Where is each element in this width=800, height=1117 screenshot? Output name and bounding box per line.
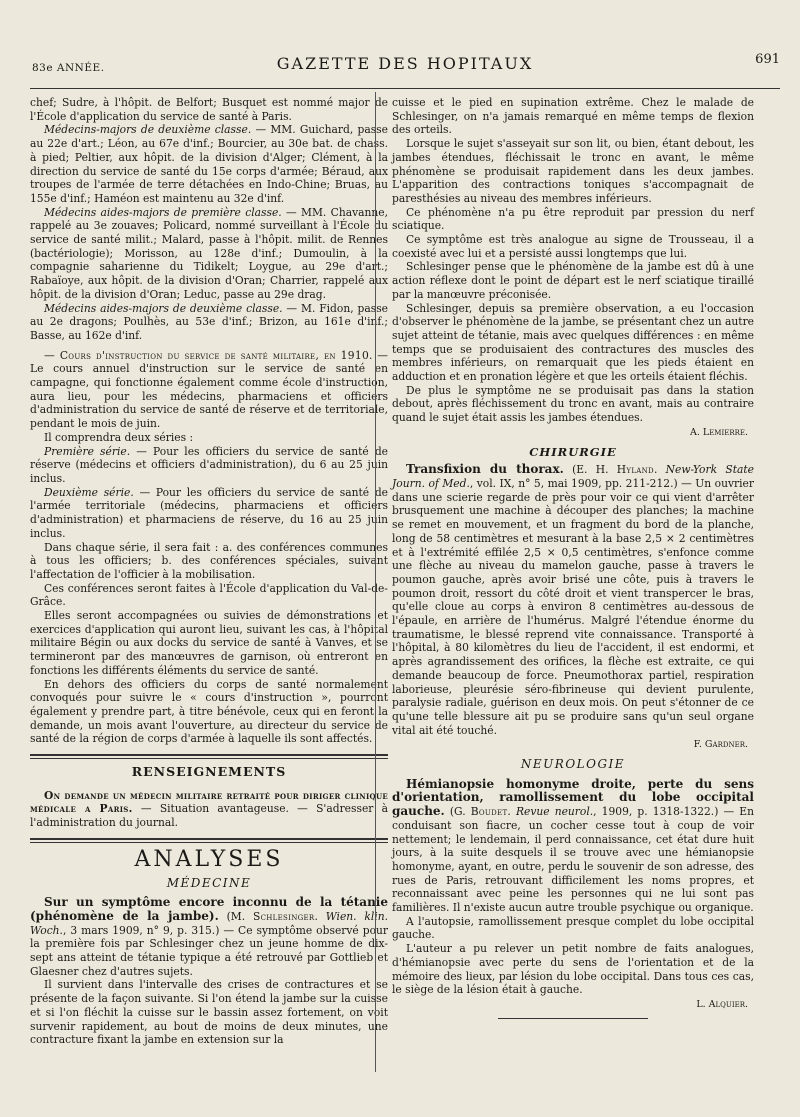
paragraph-lead: Médecins aides-majors de deuxième classe. — [44, 301, 283, 315]
article-paragraph — [392, 463, 754, 737]
article-ref: (G. — [444, 805, 471, 819]
paragraph: Ces conférences seront faites à l'École d'application du Val-de-Grâce. — [30, 581, 388, 609]
paragraph — [30, 123, 388, 205]
article-paragraph — [392, 778, 754, 915]
paragraph: Dans chaque série, il sera fait : a. des conférences communes à tous les officiers; b. des conférences spéciales, suivant l'affectation de l'officier à la mobilisation. — [30, 540, 388, 581]
right-column — [392, 96, 754, 1019]
article-title: Transfixion du thorax. — [406, 462, 564, 477]
section-separator — [30, 838, 388, 843]
paragraph-text: — MM. Chavanne, rappelé au 3e zouaves; Policard, nommé surveillant à l'École du service de santé milit.; Malard, passe à l'hôpit. milit. de Rennes (bactériologie); Morisson, au 128e d'inf.; Dumoulin, à la compagnie saharienne du Tidikelt; Loygue, au 29e d'art.; Rabaïoye, aux hôpit. de la division d'Oran; Charrier, rappelé aux hôpit. de la division d'Oran; Leduc, passe au 29e drag. — [30, 205, 389, 301]
paragraph-lead: Médecins-majors de deuxième classe. — [44, 123, 252, 137]
paragraph — [30, 302, 388, 343]
article-ref: . — [507, 805, 516, 819]
article-text: , vol. IX, n° 5, mai 1909, pp. 211-212.) — Un ouvrier dans une scierie regarde de près pour voir ce qui vient d'arrêter brusquement une machine à découper des planches; la machine se remet en mouvement, et un fragment du bord de la planche, long de 58 centimètres et mesurant à la base 2,5 × 2 centimètres et à l'extrémité effilée 2,5 × 0,5 centimètres, s'enfonce comme une flèche au niveau du mamelon gauche, passe à travers le poumon gauche, après avoir brisé une côte, puis à travers le poumon droit, ressort du côté droit et vient transpercer le bras, qu'elle cloue au corps à environ 8 centimètres au-dessous de l'épaule, en arrière de l'humérus. Malgré l'étendue énorme du traumatisme, le blessé reprend vite connaissance. Transporté à l'hôpital, à 80 kilomètres du lieu de l'accident, il est endormi, et après agrandissement des orifices, la flèche est extraite, ce qui demande beaucoup de force. Pneumothorax partiel, respiration laborieuse, pleurésie séro-fibrineuse qui devient purulente, paralysie radiale, guérison en deux mois. On peut s'étonner de ce qu'une telle blessure ait pu se produire sans qu'un seul organe vital ait été touché. — [392, 476, 754, 737]
paragraph — [30, 206, 388, 302]
paragraph: chef; Sudre, à l'hôpit. de Belfort; Busquet est nommé major de l'École d'application du service de santé à Paris. — [30, 96, 388, 123]
article-ref: (M. — [218, 909, 253, 923]
article-author: Hyland — [616, 463, 654, 477]
author-signature: A. Lemierre. — [689, 426, 748, 438]
issue-label: 83e ANNÉE. — [32, 62, 105, 74]
paragraph: Ce phénomène n'a pu être reproduit par pression du nerf sciatique. — [392, 205, 754, 233]
end-rule — [498, 1018, 648, 1019]
section-separator — [30, 754, 388, 759]
paragraph: A l'autopsie, ramollissement presque complet du lobe occipital gauche. — [392, 914, 754, 942]
paragraph-text: — M. Fidon, passe au 2e dragons; Poulhès, au 53e d'inf.; Brizon, au 161e d'inf.; Basse, au 162e d'inf. — [30, 301, 388, 342]
article-title: Sur un symptôme encore inconnu de la tétanie (phénomène de la jambe). — [30, 895, 388, 923]
page-header — [30, 52, 780, 80]
paragraph — [30, 445, 388, 486]
paragraph: De plus le symptôme ne se produisait pas dans la station debout, après fléchissement du tronc en avant, mais au contraire quand le sujet était assis les jambes étendues. — [392, 383, 754, 425]
paragraph-text: — MM. Guichard, passe au 22e d'art.; Léon, au 67e d'inf.; Bourcier, au 30e bat. de chass. à pied; Peltier, aux hôpit. de la division d'Alger; Clément, à la direction du service de santé du 15e corps d'armée; Béraud, aux troupes de l'armée de terre détachées en Indo-Chine; Bruas, au 155e d'inf.; Haméon est maintenu au 32e d'inf. — [30, 123, 388, 205]
medecine-title: MÉDECINE — [166, 875, 252, 890]
article-author: Boudet — [470, 805, 508, 819]
paragraph: En dehors des officiers du corps de santé normalement convoqués pour suivre le « cours d'instruction », pourront également y prendre part, à titre bénévole, ceux qui en feront la demande, un mois avant l'ouverture, au directeur du service de santé de la région de corps d'armée à laquelle ils sont affectés. — [30, 677, 388, 746]
paragraph-text: — Pour les officiers du service de santé de l'armée territoriale (médecins, pharmaciens et officiers d'administration) et pharmaciens de réserve, du 16 au 25 juin inclus. — [30, 485, 388, 540]
paragraph-text: — Situation avantageuse. — S'adresser à l'administration du journal. — [30, 802, 388, 830]
article-text: , 3 mars 1909, n° 9, p. 315.) — Ce symptôme observé pour la première fois par Schlesinger chez un jeune homme de dix-sept ans atteint de tétanie typique a été retrouvé par Gottlieb et Glaesner chez d'autres sujets. — [30, 923, 388, 978]
paragraph: Elles seront accompagnées ou suivies de démonstrations et exercices d'application qui auront lieu, suivant les cas, à l'hôpital militaire Bégin ou aux docks du service de santé à Vanves, et se termineront par des manœuvres de garnison, où entreront en fonctions les différents éléments du service de santé. — [30, 609, 388, 677]
paragraph-lead: Médecins aides-majors de première classe. — [44, 205, 282, 219]
article-paragraph — [30, 896, 388, 978]
column-divider — [375, 92, 376, 1072]
author-signature: L. Alquier. — [696, 999, 748, 1010]
paragraph-lead: Deuxième série. — [44, 485, 134, 499]
page-number: 691 — [755, 52, 780, 67]
paragraph: Il survient dans l'intervalle des crises de contractures et se présente de la façon suivante. Si l'on étend la jambe sur la cuisse et si l'on fléchit la cuisse sur le bassin assez fortement, on voit survenir rapidement, au bout de moins de deux minutes, une contracture fixant la jambe en extension sur la — [30, 978, 388, 1047]
article-title: Hémianopsie homonyme droite, perte du sens d'orientation, ramollissement du lobe occipital gauche. — [392, 776, 754, 819]
article-journal: Revue neurol. — [515, 805, 594, 819]
article-journal: New-York State Journ. of Med. — [392, 463, 754, 490]
article-ref: . — [314, 909, 326, 923]
renseignements-title: RENSEIGNEMENTS — [131, 764, 287, 780]
paragraph-lead: — Cours d'instruction du service de santé militaire, en 1910. — [44, 348, 373, 362]
author-signature: F. Gardner. — [693, 739, 748, 751]
article-text: , 1909, p. 1318-1322.) — En conduisant son fiacre, un cocher cesse tout à coup de voir nettement; le lendemain, il perd connaissance, cet état dure huit jours, à la suite desquels il se trouve avec une hémianopsie homonyme, ayant, en outre, perdu le souvenir de son adresse, des rues de Paris, retrouvant difficilement les noms propres, et reconnaissant avec peine les personnes qui ne lui sont pas familières. Il n'existe aucun autre trouble psychique ou organique. — [392, 805, 754, 915]
paragraph: cuisse et le pied en supination extrême. Chez le malade de Schlesinger, on n'a jamais remarqué en même temps de flexion des orteils. — [392, 96, 754, 137]
paragraph-text: — Le cours annuel d'instruction sur le service de santé en campagne, qui fonctionne également comme école d'instruction, aura lieu, pour les médecins, pharmaciens et officiers d'administration du service de santé de réserve et de territoriale, pendant le mois de juin. — [30, 348, 388, 431]
paragraph: Ce symptôme est très analogue au signe de Trousseau, il a coexisté avec lui et a persisté aussi longtemps que lui. — [392, 233, 754, 260]
paragraph: Schlesinger, depuis sa première observation, a eu l'occasion d'observer le phénomène de la jambe, se présentant chez un autre sujet atteint de tétanie, mais avec quelques différences : en même temps que se produisaient des contractures des muscles des membres inférieurs, on remarquait que les pieds étaient en adduction et en pronation légère et que les orteils étaient fléchis. — [392, 301, 754, 384]
neurologie-title: NEUROLOGIE — [520, 757, 626, 772]
header-rule — [30, 88, 780, 89]
paragraph: Schlesinger pense que le phénomène de la jambe est dû à une action réflexe dont le point de départ est le nerf sciatique tiraillé par la manœuvre préconisée. — [392, 260, 754, 301]
paragraph-text: — Pour les officiers du service de santé de réserve (médecins et officiers d'administration), du 6 au 25 juin inclus. — [30, 444, 388, 485]
paragraph — [30, 486, 388, 541]
chirurgie-title: CHIRURGIE — [529, 444, 617, 459]
article-author: Schlesinger — [253, 909, 315, 923]
journal-title: GAZETTE DES HOPITAUX — [276, 54, 534, 73]
paragraph-lead: On demande un médecin militaire retraité pour diriger clinique médicale a Paris. — [30, 788, 388, 816]
paragraph: Lorsque le sujet s'asseyait sur son lit, ou bien, étant debout, les jambes étendues, fléchissait le tronc en avant, le même phénomène se produisait rapidement dans les deux jambes. L'apparition des contractions toniques s'accompagnait de paresthésies au niveau des membres inférieurs. — [392, 137, 754, 205]
paragraph: Il comprendra deux séries : — [44, 430, 194, 444]
left-column — [30, 96, 388, 1047]
article-ref: (E. H. — [563, 463, 617, 477]
analyses-title: ANALYSES — [134, 846, 284, 872]
paragraph — [30, 789, 388, 830]
article-journal: Wien. klin. Woch. — [30, 909, 389, 937]
article-ref: . — [653, 463, 666, 477]
paragraph-lead: Première série. — [44, 444, 131, 458]
paragraph — [30, 349, 388, 431]
paragraph: L'auteur a pu relever un petit nombre de faits analogues, d'hémianopsie avec perte du sens de l'orientation et de la mémoire des lieux, par lésion du lobe occipital. Dans tous ces cas, le siège de la lésion était à gauche. — [392, 942, 754, 997]
